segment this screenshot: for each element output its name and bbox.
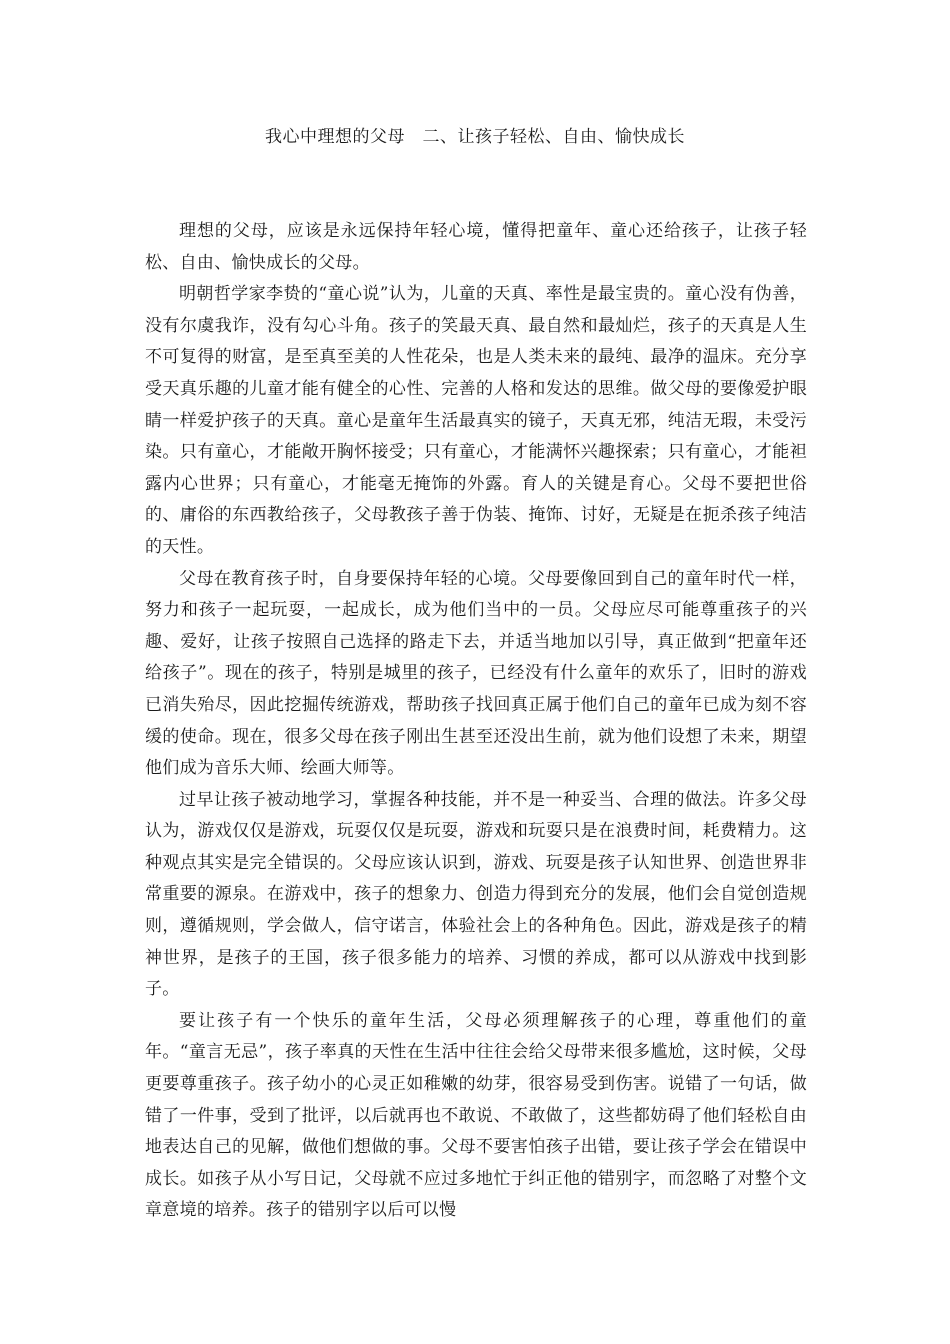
document-body bbox=[145, 216, 807, 1227]
paragraph: 明朝哲学家李贽的“童心说”认为，儿童的天真、率性是最宝贵的。童心没有伪善，没有尔虞我诈，没有勾心斗角。孩子的笑最天真、最自然和最灿烂，孩子的天真是人生不可复得的财富，是至真至美的人性花朵，也是人类未来的最纯、最净的温床。充分享受天真乐趣的儿童才能有健全的心性、完善的人格和发达的思维。做父母的要像爱护眼睛一样爱护孩子的天真。童心是童年生活最真实的镜子，天真无邪，纯洁无瑕，未受污染。只有童心，才能敞开胸怀接受；只有童心，才能满怀兴趣探索；只有童心，才能袒露内心世界；只有童心，才能毫无掩饰的外露。育人的关键是育心。父母不要把世俗的、庸俗的东西教给孩子，父母教孩子善于伪装、掩饰、讨好，无疑是在扼杀孩子纯洁的天性。 bbox=[145, 284, 807, 557]
paragraph: 过早让孩子被动地学习，掌握各种技能，并不是一种妥当、合理的做法。许多父母认为，游戏仅仅是游戏，玩耍仅仅是玩耍，游戏和玩耍只是在浪费时间，耗费精力。这种观点其实是完全错误的。父母应该认识到，游戏、玩耍是孩子认知世界、创造世界非常重要的源泉。在游戏中，孩子的想象力、创造力得到充分的发展，他们会自觉创造规则，遵循规则，学会做人，信守诺言，体验社会上的各种角色。因此，游戏是孩子的精神世界，是孩子的王国，孩子很多能力的培养、习惯的养成，都可以从游戏中找到影子。 bbox=[145, 789, 807, 1000]
paragraph: 理想的父母，应该是永远保持年轻心境，懂得把童年、童心还给孩子，让孩子轻松、自由、愉快成长的父母。 bbox=[145, 221, 807, 273]
paragraph: 要让孩子有一个快乐的童年生活，父母必须理解孩子的心理，尊重他们的童年。“童言无忌”，孩子率真的天性在生活中往往会给父母带来很多尴尬，这时候，父母更要尊重孩子。孩子幼小的心灵正如稚嫩的幼芽，很容易受到伤害。说错了一句话，做错了一件事，受到了批评，以后就再也不敢说、不敢做了，这些都妨碍了他们轻松自由地表达自己的见解，做他们想做的事。父母不要害怕孩子出错，要让孩子学会在错误中成长。如孩子从小写日记，父母就不应过多地忙于纠正他的错别字，而忽略了对整个文章意境的培养。孩子的错别字以后可以慢 bbox=[145, 1010, 807, 1221]
paragraph: 父母在教育孩子时，自身要保持年轻的心境。父母要像回到自己的童年时代一样，努力和孩子一起玩耍，一起成长，成为他们当中的一员。父母应尽可能尊重孩子的兴趣、爱好，让孩子按照自己选择的路走下去，并适当地加以引导，真正做到“把童年还给孩子”。现在的孩子，特别是城里的孩子，已经没有什么童年的欢乐了，旧时的游戏已消失殆尽，因此挖掘传统游戏，帮助孩子找回真正属于他们自己的童年已成为刻不容缓的使命。现在，很多父母在孩子刚出生甚至还没出生前，就为他们设想了未来，期望他们成为音乐大师、绘画大师等。 bbox=[145, 568, 807, 779]
document-title: 我心中理想的父母 二、让孩子轻松、自由、愉快成长 bbox=[265, 127, 685, 147]
